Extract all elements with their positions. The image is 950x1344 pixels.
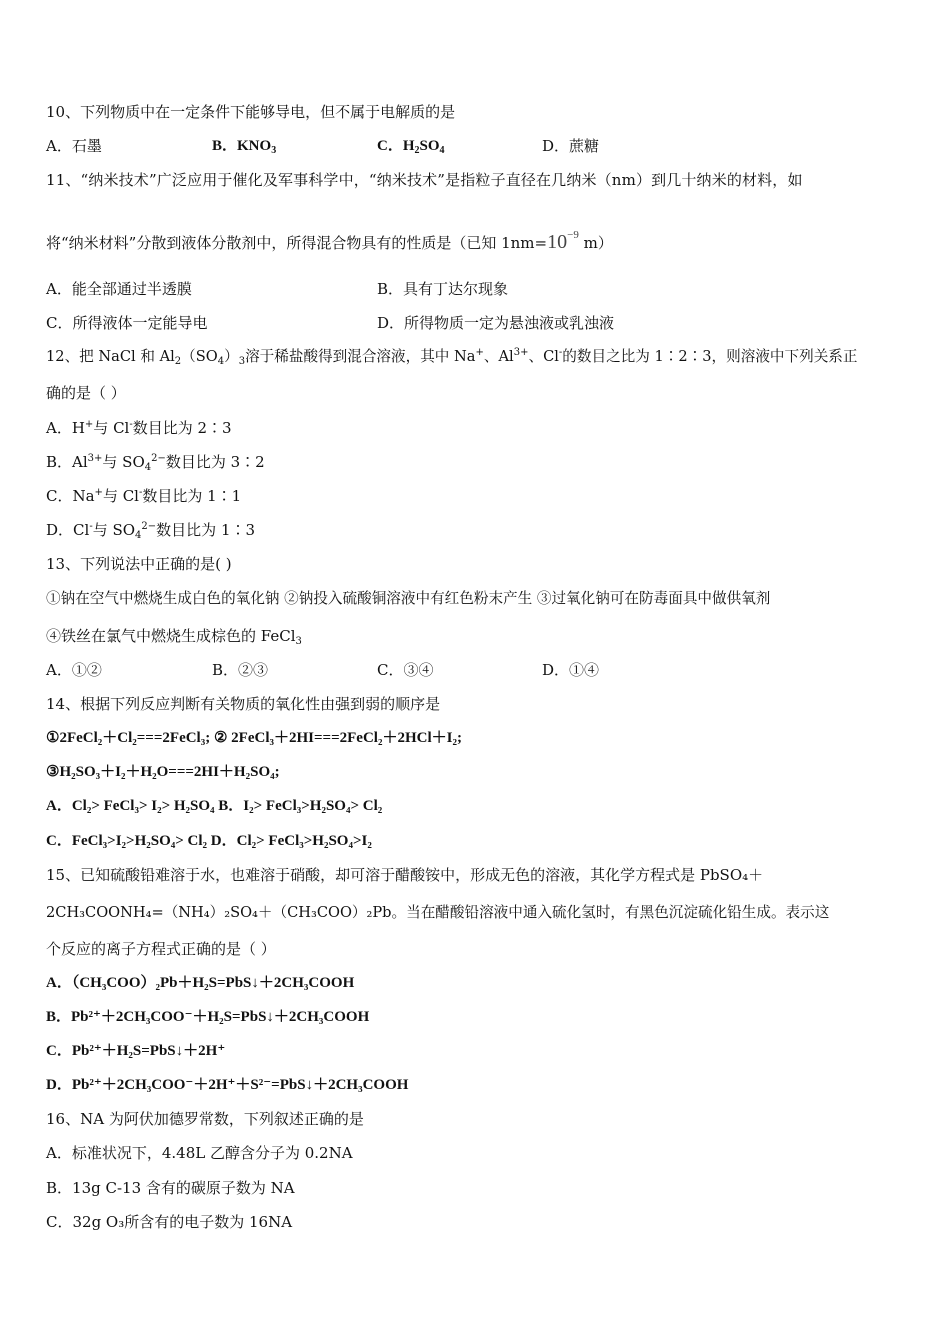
q15-option-b: B．Pb²⁺＋2CH₃COO⁻＋H₂S=PbS↓＋2CH₃COOH	[46, 1009, 370, 1025]
q15-stem-line2: 2CH₃COONH₄=（NH₄）₂SO₄＋（CH₃COO）₂Pb。当在醋酸铅溶液中通入硫化氢时，有黑色沉淀硫化铅生成。表示这	[46, 904, 830, 921]
q13-stem: 13、下列说法中正确的是( )	[46, 555, 232, 573]
q10-option-b: B．$KNO_3$	[212, 138, 277, 156]
q16-stem: 16、NA 为阿伏加德罗常数，下列叙述正确的是	[46, 1110, 364, 1128]
q13-option-d: D．①④	[542, 661, 600, 679]
q15-option-d: D．Pb²⁺＋2CH₃COO⁻＋2H⁺＋S²⁻=PbS↓＋2CH₃COOH	[46, 1077, 409, 1093]
q14-options-cd: C．FeCl₃>I₂>H₂SO₄> Cl₂ D．Cl₂> FeCl₃>H₂SO₄>I₂	[46, 833, 372, 849]
q16-option-c: C．32g O₃所含有的电子数为 16NA	[46, 1213, 293, 1231]
q11-option-c: C．所得液体一定能导电	[46, 314, 208, 332]
q15-stem-line1: 15、已知硫酸铅难溶于水，也难溶于硝酸，却可溶于醋酸铵中，形成无色的溶液，其化学方程式是 PbSO₄＋	[46, 866, 764, 884]
q10-option-c: C．$H_2SO_4$	[377, 138, 445, 156]
q14-options-ab: A．Cl₂> FeCl₃> I₂> H₂SO₄ B．I₂> FeCl₃>H₂SO₄> Cl₂	[46, 798, 383, 814]
q12-stem-line2: 确的是（ ）	[46, 384, 126, 402]
q10-option-a: A．石墨	[46, 137, 102, 155]
q11-stem-line2: 将“纳米材料”分散到液体分散剂中，所得混合物具有的性质是（已知 $1nm=10^{-9}$ m）	[46, 229, 613, 253]
q15-stem-line3: 个反应的离子方程式正确的是（ ）	[46, 940, 276, 958]
q14-reaction-3: ③H₂SO₃＋I₂＋H₂O===2HI＋H₂SO₄;	[46, 764, 280, 780]
q15-option-a: A．（CH₃COO）₂Pb＋H₂S=PbS↓＋2CH₃COOH	[46, 975, 355, 991]
q16-option-a: A．标准状况下，4.48L 乙醇含分子为 0.2NA	[46, 1144, 353, 1162]
q12-stem-line1: 12、把 NaCl 和 $Al_2(SO_4)_3$溶于稀盐酸得到混合溶液，其中 Na+、$Al^{3+}$、Cl-的数目之比为 1∶2∶3，则溶液中下列关系正	[46, 347, 858, 367]
q15-option-c: C．Pb²⁺＋H₂S=PbS↓＋2H⁺	[46, 1043, 226, 1059]
q11-option-a: A．能全部通过半透膜	[46, 280, 192, 298]
q12-option-a: A．H+与 Cl-数目比为 2∶3	[46, 419, 232, 437]
q13-option-c: C．③④	[377, 661, 434, 679]
q11-option-b: B．具有丁达尔现象	[377, 280, 509, 298]
q16-option-b: B．13g C-13 含有的碳原子数为 NA	[46, 1179, 295, 1197]
q11-stem-line1: 11、“纳米技术”广泛应用于催化及军事科学中，“纳米技术”是指粒子直径在几纳米（nm）到几十纳米的材料，如	[46, 171, 803, 189]
exponent-10-minus-9: $10^{-9}$	[547, 229, 579, 253]
q11-option-d: D．所得物质一定为悬浊液或乳浊液	[377, 314, 615, 332]
q13-option-a: A．①②	[46, 661, 102, 679]
q14-reactions-1-2: ①2FeCl₂＋Cl₂===2FeCl₃; ② 2FeCl₃＋2HI===2FeCl₂＋2HCl＋I₂;	[46, 730, 462, 746]
q14-stem: 14、根据下列反应判断有关物质的氧化性由强到弱的顺序是	[46, 695, 441, 713]
q10-stem: 10、下列物质中在一定条件下能够导电，但不属于电解质的是	[46, 103, 456, 121]
q12-option-d: D．Cl-与 $SO_4^{2-}$数目比为 1∶3	[46, 521, 256, 541]
q12-option-c: C．Na+与 Cl-数目比为 1∶1	[46, 487, 242, 505]
q13-statements: ①钠在空气中燃烧生成白色的氧化钠 ②钠投入硫酸铜溶液中有红色粉末产生 ③过氧化钠可在防毒面具中做供氧剂	[46, 590, 771, 607]
q12-option-b: B．$Al^{3+}$与 $SO_4^{2-}$数目比为 3∶2	[46, 453, 265, 473]
q13-statement-4: ④铁丝在氯气中燃烧生成棕色的 FeCl$_3$	[46, 627, 302, 647]
q13-option-b: B．②③	[212, 661, 269, 679]
q10-option-d: D．蔗糖	[542, 137, 600, 155]
